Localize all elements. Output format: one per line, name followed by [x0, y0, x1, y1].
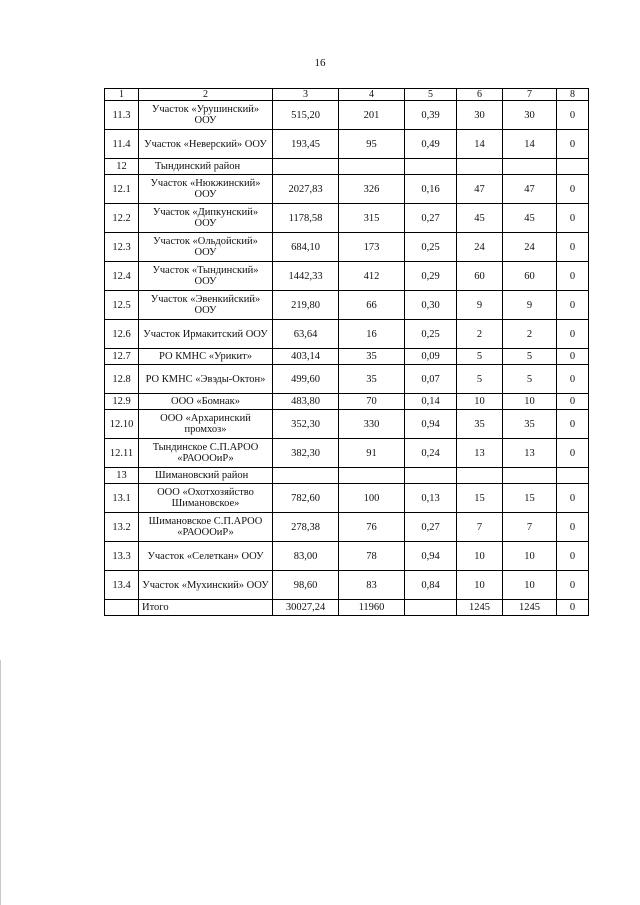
table-row — [105, 571, 589, 600]
count-cell: 315 — [339, 204, 405, 233]
density-cell — [405, 468, 457, 484]
name-cell: РО КМНС «Урикит» — [139, 349, 273, 365]
table-row — [105, 439, 589, 468]
extra-cell — [557, 159, 589, 175]
row-number-cell: 12.10 — [105, 410, 139, 439]
table-row — [105, 394, 589, 410]
name-cell: Участок «Урушинский» ООУ — [139, 101, 273, 130]
count-cell: 100 — [339, 484, 405, 513]
name-cell: Шимановский район — [139, 468, 273, 484]
row-number-cell: 12.3 — [105, 233, 139, 262]
count-cell: 35 — [339, 349, 405, 365]
density-cell: 0,16 — [405, 175, 457, 204]
name-cell: Тындинский район — [139, 159, 273, 175]
density-cell: 0,39 — [405, 101, 457, 130]
quota-cell: 2 — [503, 320, 557, 349]
area-cell: 193,45 — [273, 130, 339, 159]
limit-cell: 1245 — [457, 600, 503, 616]
quota-cell: 13 — [503, 439, 557, 468]
row-number-cell: 13.2 — [105, 513, 139, 542]
area-cell: 30027,24 — [273, 600, 339, 616]
name-cell: Участок Ирмакитский ООУ — [139, 320, 273, 349]
name-cell: ООО «Бомнак» — [139, 394, 273, 410]
count-cell: 78 — [339, 542, 405, 571]
name-cell: Тындинское С.П.АРОО «РАОООиР» — [139, 439, 273, 468]
table-row — [105, 101, 589, 130]
table-row — [105, 349, 589, 365]
hunting-grounds-table — [104, 88, 589, 616]
row-number-cell: 11.3 — [105, 101, 139, 130]
quota-cell: 15 — [503, 484, 557, 513]
row-number-cell: 12.9 — [105, 394, 139, 410]
count-cell: 95 — [339, 130, 405, 159]
density-cell — [405, 600, 457, 616]
row-number-cell: 13.1 — [105, 484, 139, 513]
table-row — [105, 175, 589, 204]
limit-cell — [457, 159, 503, 175]
extra-cell: 0 — [557, 410, 589, 439]
row-number-cell: 13.3 — [105, 542, 139, 571]
section-row — [105, 159, 589, 175]
density-cell: 0,29 — [405, 262, 457, 291]
limit-cell: 5 — [457, 365, 503, 394]
limit-cell: 35 — [457, 410, 503, 439]
row-number-cell: 12.1 — [105, 175, 139, 204]
quota-cell: 10 — [503, 542, 557, 571]
area-cell: 83,00 — [273, 542, 339, 571]
name-cell: Участок «Ольдойский» ООУ — [139, 233, 273, 262]
limit-cell: 10 — [457, 571, 503, 600]
table-row — [105, 484, 589, 513]
quota-cell: 1245 — [503, 600, 557, 616]
extra-cell: 0 — [557, 349, 589, 365]
column-header: 5 — [405, 89, 457, 101]
area-cell — [273, 468, 339, 484]
limit-cell — [457, 468, 503, 484]
extra-cell: 0 — [557, 204, 589, 233]
table-row — [105, 365, 589, 394]
extra-cell: 0 — [557, 175, 589, 204]
name-cell: Участок «Мухинский» ООУ — [139, 571, 273, 600]
extra-cell: 0 — [557, 484, 589, 513]
density-cell: 0,49 — [405, 130, 457, 159]
row-number-cell: 12.4 — [105, 262, 139, 291]
density-cell: 0,24 — [405, 439, 457, 468]
extra-cell: 0 — [557, 365, 589, 394]
area-cell: 483,80 — [273, 394, 339, 410]
count-cell: 173 — [339, 233, 405, 262]
total-row — [105, 600, 589, 616]
count-cell: 83 — [339, 571, 405, 600]
area-cell: 2027,83 — [273, 175, 339, 204]
density-cell: 0,13 — [405, 484, 457, 513]
count-cell: 70 — [339, 394, 405, 410]
quota-cell: 24 — [503, 233, 557, 262]
quota-cell: 10 — [503, 571, 557, 600]
extra-cell: 0 — [557, 262, 589, 291]
extra-cell: 0 — [557, 320, 589, 349]
table-row — [105, 233, 589, 262]
quota-cell: 35 — [503, 410, 557, 439]
density-cell: 0,94 — [405, 542, 457, 571]
density-cell: 0,30 — [405, 291, 457, 320]
extra-cell: 0 — [557, 291, 589, 320]
count-cell: 91 — [339, 439, 405, 468]
column-header: 2 — [139, 89, 273, 101]
limit-cell: 13 — [457, 439, 503, 468]
count-cell: 326 — [339, 175, 405, 204]
name-cell: Участок «Селеткан» ООУ — [139, 542, 273, 571]
quota-cell: 14 — [503, 130, 557, 159]
area-cell: 98,60 — [273, 571, 339, 600]
limit-cell: 60 — [457, 262, 503, 291]
density-cell: 0,25 — [405, 320, 457, 349]
quota-cell: 9 — [503, 291, 557, 320]
area-cell: 782,60 — [273, 484, 339, 513]
limit-cell: 30 — [457, 101, 503, 130]
name-cell: Участок «Тындинский» ООУ — [139, 262, 273, 291]
area-cell: 63,64 — [273, 320, 339, 349]
count-cell: 66 — [339, 291, 405, 320]
count-cell: 11960 — [339, 600, 405, 616]
density-cell — [405, 159, 457, 175]
area-cell — [273, 159, 339, 175]
column-header: 1 — [105, 89, 139, 101]
column-header: 8 — [557, 89, 589, 101]
name-cell: Участок «Эвенкийский» ООУ — [139, 291, 273, 320]
extra-cell: 0 — [557, 394, 589, 410]
table-row — [105, 410, 589, 439]
row-number-cell — [105, 600, 139, 616]
page-number: 16 — [314, 57, 326, 69]
column-header: 6 — [457, 89, 503, 101]
name-cell: ООО «Охотхозяйство Шимановское» — [139, 484, 273, 513]
row-number-cell: 12.7 — [105, 349, 139, 365]
area-cell: 515,20 — [273, 101, 339, 130]
extra-cell: 0 — [557, 600, 589, 616]
quota-cell: 47 — [503, 175, 557, 204]
limit-cell: 5 — [457, 349, 503, 365]
limit-cell: 10 — [457, 394, 503, 410]
area-cell: 499,60 — [273, 365, 339, 394]
limit-cell: 24 — [457, 233, 503, 262]
name-cell: ООО «Архаринский промхоз» — [139, 410, 273, 439]
table-row — [105, 130, 589, 159]
count-cell: 201 — [339, 101, 405, 130]
extra-cell — [557, 468, 589, 484]
count-cell: 16 — [339, 320, 405, 349]
area-cell: 403,14 — [273, 349, 339, 365]
density-cell: 0,27 — [405, 513, 457, 542]
density-cell: 0,25 — [405, 233, 457, 262]
quota-cell: 5 — [503, 349, 557, 365]
row-number-cell: 12.8 — [105, 365, 139, 394]
area-cell: 219,80 — [273, 291, 339, 320]
extra-cell: 0 — [557, 513, 589, 542]
density-cell: 0,84 — [405, 571, 457, 600]
count-cell — [339, 468, 405, 484]
extra-cell: 0 — [557, 571, 589, 600]
table-row — [105, 542, 589, 571]
count-cell: 330 — [339, 410, 405, 439]
name-cell: Участок «Неверский» ООУ — [139, 130, 273, 159]
row-number-cell: 12.2 — [105, 204, 139, 233]
count-cell — [339, 159, 405, 175]
table-row — [105, 291, 589, 320]
row-number-cell: 12.6 — [105, 320, 139, 349]
count-cell: 412 — [339, 262, 405, 291]
area-cell: 684,10 — [273, 233, 339, 262]
table-row — [105, 513, 589, 542]
extra-cell: 0 — [557, 439, 589, 468]
row-number-cell: 12.11 — [105, 439, 139, 468]
row-number-cell: 12 — [105, 159, 139, 175]
section-row — [105, 468, 589, 484]
row-number-cell: 13.4 — [105, 571, 139, 600]
extra-cell: 0 — [557, 542, 589, 571]
name-cell: РО КМНС «Эвэды-Октон» — [139, 365, 273, 394]
limit-cell: 2 — [457, 320, 503, 349]
limit-cell: 9 — [457, 291, 503, 320]
area-cell: 382,30 — [273, 439, 339, 468]
limit-cell: 7 — [457, 513, 503, 542]
density-cell: 0,94 — [405, 410, 457, 439]
limit-cell: 15 — [457, 484, 503, 513]
table-row — [105, 320, 589, 349]
column-header: 7 — [503, 89, 557, 101]
column-header: 3 — [273, 89, 339, 101]
column-header: 4 — [339, 89, 405, 101]
quota-cell: 60 — [503, 262, 557, 291]
density-cell: 0,09 — [405, 349, 457, 365]
table-row — [105, 262, 589, 291]
area-cell: 352,30 — [273, 410, 339, 439]
limit-cell: 47 — [457, 175, 503, 204]
density-cell: 0,14 — [405, 394, 457, 410]
scan-margin-line — [0, 660, 1, 905]
limit-cell: 10 — [457, 542, 503, 571]
area-cell: 1178,58 — [273, 204, 339, 233]
quota-cell: 30 — [503, 101, 557, 130]
limit-cell: 45 — [457, 204, 503, 233]
extra-cell: 0 — [557, 130, 589, 159]
density-cell: 0,27 — [405, 204, 457, 233]
quota-cell: 10 — [503, 394, 557, 410]
area-cell: 1442,33 — [273, 262, 339, 291]
quota-cell — [503, 468, 557, 484]
quota-cell: 7 — [503, 513, 557, 542]
row-number-cell: 11.4 — [105, 130, 139, 159]
table-row — [105, 204, 589, 233]
quota-cell: 45 — [503, 204, 557, 233]
extra-cell: 0 — [557, 233, 589, 262]
table-body — [105, 101, 589, 616]
row-number-cell: 12.5 — [105, 291, 139, 320]
density-cell: 0,07 — [405, 365, 457, 394]
row-number-cell: 13 — [105, 468, 139, 484]
count-cell: 35 — [339, 365, 405, 394]
count-cell: 76 — [339, 513, 405, 542]
name-cell: Шимановское С.П.АРОО «РАОООиР» — [139, 513, 273, 542]
quota-cell: 5 — [503, 365, 557, 394]
extra-cell: 0 — [557, 101, 589, 130]
area-cell: 278,38 — [273, 513, 339, 542]
name-cell: Участок «Дипкунский» ООУ — [139, 204, 273, 233]
name-cell: Итого — [139, 600, 273, 616]
name-cell: Участок «Нюкжинский» ООУ — [139, 175, 273, 204]
limit-cell: 14 — [457, 130, 503, 159]
column-number-row — [105, 89, 589, 101]
quota-cell — [503, 159, 557, 175]
